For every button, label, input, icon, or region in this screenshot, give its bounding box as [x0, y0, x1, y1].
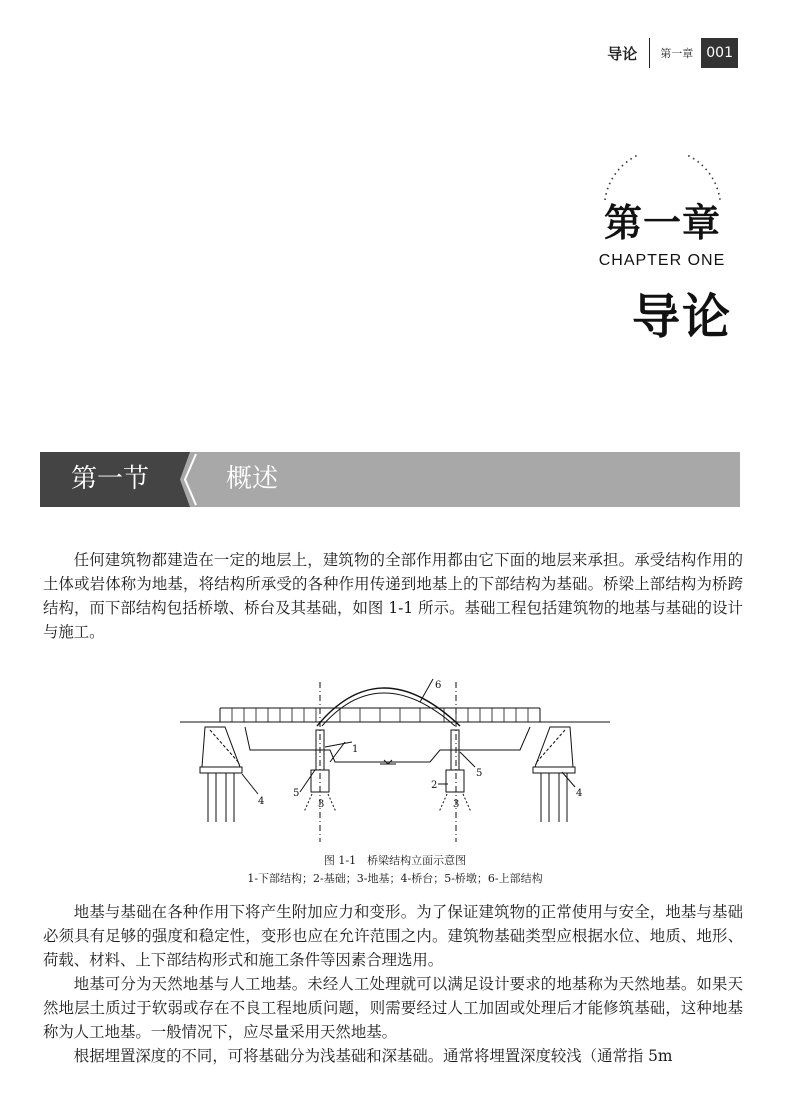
- section-heading-bar: [40, 452, 740, 507]
- bridge-elevation-diagram: [180, 672, 610, 852]
- diagram-label-3-left: 3: [318, 799, 325, 810]
- diagram-label-4-left: 4: [258, 796, 265, 807]
- diagram-label-1: 1: [352, 744, 359, 755]
- diagram-label-5-right: 5: [476, 768, 483, 779]
- diagram-label-5-left: 5: [293, 788, 300, 799]
- figure-legend: 1-下部结构；2-基础；3-地基；4-桥台；5-桥墩；6-上部结构: [247, 872, 543, 885]
- diagram-label-2: 2: [431, 780, 438, 791]
- chapter-title: 第一章: [603, 201, 721, 245]
- section-title: 概述: [226, 464, 279, 494]
- running-header-chapter: 导论: [607, 44, 638, 63]
- section-number: 第一节: [70, 464, 149, 494]
- paragraph-1: 任何建筑物都建造在一定的地层上，建筑物的全部作用都由它下面的地层来承担。承受结构作用的土体或岩体称为地基，将结构所承受的各种作用传递到地基上的下部结构为基础。桥梁上部结构为桥跨结构，而下部结构包括桥墩、桥台及其基础，如图 1-1 所示。基础工程包括建筑物的地基与基础的设计与施工。: [43, 551, 743, 641]
- diagram-label-4-right: 4: [576, 788, 583, 799]
- running-header-divider: [649, 38, 650, 68]
- paragraph-4: 根据埋置深度的不同，可将基础分为浅基础和深基础。通常将埋置深度较浅（通常指 5m: [73, 1047, 673, 1065]
- diagram-label-3-right: 3: [453, 799, 460, 810]
- running-header-subtitle: 第一章: [660, 47, 694, 60]
- paragraph-3: 地基可分为天然地基与人工地基。未经人工处理就可以满足设计要求的地基称为天然地基。如果天然地层土质过于软弱或存在不良工程地质问题，则需要经过人工加固或处理后才能修筑基础，这种地基称为人工地基。一般情况下，应尽量采用天然地基。: [43, 975, 743, 1041]
- running-header: [607, 36, 738, 70]
- paragraph-2: 地基与基础在各种作用下将产生附加应力和变形。为了保证建筑物的正常使用与安全，地基与基础必须具有足够的强度和稳定性，变形也应在允许范围之内。建筑物基础类型应根据水位、地质、地形、荷载、材料、上下部结构形式和施工条件等因素合理选用。: [43, 903, 743, 969]
- page-number: 001: [701, 38, 738, 68]
- figure-caption: 图 1-1 桥梁结构立面示意图: [323, 854, 467, 867]
- chevron-separator-icon: [176, 452, 206, 507]
- chapter-english-title: CHAPTER ONE: [598, 252, 726, 269]
- dotted-arc-decoration: [600, 155, 725, 205]
- chapter-topic-title: 导论: [631, 289, 732, 345]
- diagram-label-6: 6: [435, 680, 442, 691]
